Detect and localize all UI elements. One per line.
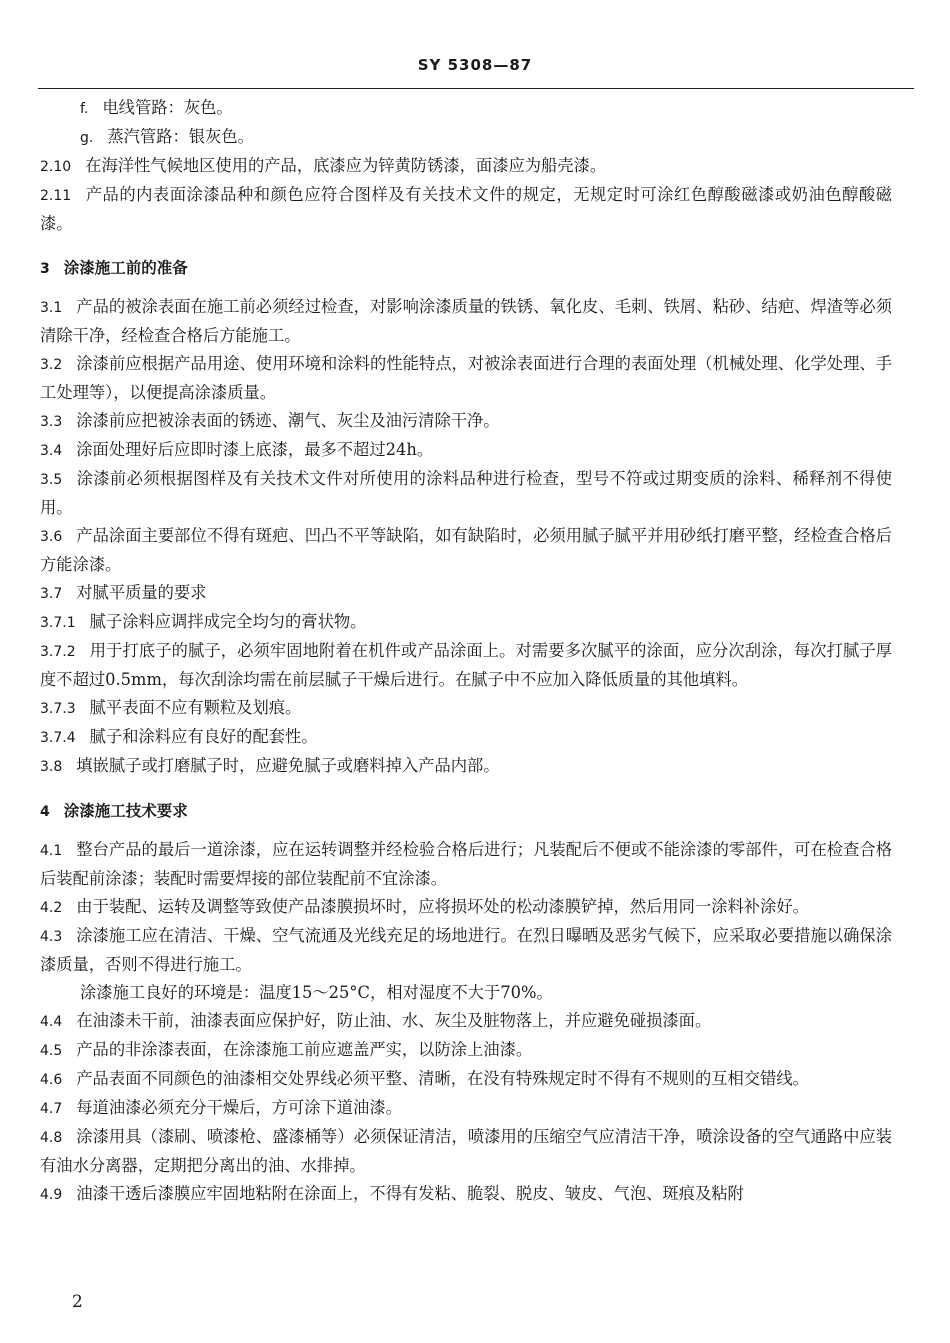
clause-text: 涂漆施工应在清洁、干燥、空气流通及光线充足的场地进行。在烈日曝晒及恶劣气候下，应采取必要措施以确保涂漆质量，否则不得进行施工。	[40, 926, 892, 974]
clause-3-3	[40, 407, 892, 436]
section-heading-3	[40, 254, 892, 283]
clause-number: 4.7	[40, 1101, 63, 1117]
clause-number: 2.11	[40, 188, 72, 204]
clause-number: 4.2	[40, 900, 63, 916]
clause-number: 3.7.3	[40, 701, 76, 717]
clause-number: 3.2	[40, 357, 63, 373]
clause-4-7	[40, 1094, 892, 1123]
clause-4-3	[40, 922, 892, 979]
clause-text: 填嵌腻子或打磨腻子时，应避免腻子或磨料掉入产品内部。	[76, 756, 500, 775]
section-title: 涂漆施工前的准备	[63, 259, 188, 277]
clause-number: 4.3	[40, 929, 63, 945]
clause-number: 4.8	[40, 1130, 63, 1146]
section-heading-4	[40, 797, 892, 826]
clause-text: 涂漆前应根据产品用途、使用环境和涂料的性能特点，对被涂表面进行合理的表面处理（机械处理、化学处理、手工处理等），以便提高涂漆质量。	[40, 354, 892, 402]
item-g	[40, 123, 892, 152]
clause-4-3-environment: 涂漆施工良好的环境是：温度15～25°C，相对湿度不大于70%。	[80, 983, 553, 1002]
document-body	[40, 94, 892, 1209]
clause-3-8	[40, 752, 892, 781]
clause-3-7-1	[40, 608, 892, 637]
clause-text: 由于装配、运转及调整等致使产品漆膜损坏时，应将损坏处的松动漆膜铲掉，然后用同一涂料补涂好。	[76, 897, 809, 916]
item-f	[40, 94, 892, 123]
clause-4-2	[40, 893, 892, 922]
clause-text: 涂面处理好后应即时漆上底漆，最多不超过24h。	[76, 440, 434, 459]
page-number: 2	[72, 1292, 83, 1312]
clause-3-5	[40, 465, 892, 522]
clause-text: 对腻平质量的要求	[76, 583, 207, 602]
clause-text: 涂漆前应把被涂表面的锈迹、潮气、灰尘及油污清除干净。	[76, 411, 500, 430]
clause-text: 涂漆前必须根据图样及有关技术文件对所使用的涂料品种进行检查，型号不符或过期变质的涂料、稀释剂不得使用。	[40, 469, 892, 517]
item-number: g.	[80, 130, 94, 146]
clause-text: 产品的内表面涂漆品种和颜色应符合图样及有关技术文件的规定，无规定时可涂红色醇酸磁漆或奶油色醇酸磁漆。	[40, 185, 892, 233]
clause-number: 3.7.2	[40, 644, 76, 660]
clause-4-6	[40, 1065, 892, 1094]
clause-text: 产品的非涂漆表面，在涂漆施工前应遮盖严实，以防涂上油漆。	[76, 1040, 533, 1059]
item-text: 蒸汽管路：银灰色。	[107, 127, 254, 146]
clause-number: 4.4	[40, 1014, 63, 1030]
item-number: f.	[80, 101, 89, 117]
clause-number: 4.9	[40, 1187, 63, 1203]
clause-number: 3.7.4	[40, 730, 76, 746]
clause-4-1	[40, 836, 892, 893]
clause-number: 4.6	[40, 1072, 63, 1088]
clause-number: 3.1	[40, 300, 63, 316]
clause-number: 3.5	[40, 472, 63, 488]
header-rule	[38, 88, 914, 89]
clause-number: 3.3	[40, 414, 63, 430]
clause-text: 产品涂面主要部位不得有斑疤、凹凸不平等缺陷，如有缺陷时，必须用腻子腻平并用砂纸打磨平整，经检查合格后方能涂漆。	[40, 526, 892, 574]
clause-2-11	[40, 181, 892, 238]
standard-number-header: SY 5308—87	[417, 56, 533, 74]
clause-3-7	[40, 579, 892, 608]
clause-text: 在海洋性气候地区使用的产品，底漆应为锌黄防锈漆，面漆应为船壳漆。	[85, 156, 607, 175]
clause-3-7-3	[40, 694, 892, 723]
clause-text: 涂漆用具（漆刷、喷漆枪、盛漆桶等）必须保证清洁，喷漆用的压缩空气应清洁干净，喷涂设备的空气通路中应装有油水分离器，定期把分离出的油、水排掉。	[40, 1127, 892, 1175]
clause-3-7-2	[40, 637, 892, 694]
section-number: 4	[40, 804, 50, 820]
clause-text: 腻平表面不应有颗粒及划痕。	[89, 698, 302, 717]
clause-number: 3.7	[40, 586, 63, 602]
clause-text: 产品表面不同颜色的油漆相交处界线必须平整、清晰，在没有特殊规定时不得有不规则的互相交错线。	[76, 1069, 809, 1088]
clause-text: 腻子和涂料应有良好的配套性。	[89, 727, 318, 746]
clause-3-6	[40, 522, 892, 579]
item-text: 电线管路：灰色。	[102, 98, 233, 117]
clause-3-4	[40, 436, 892, 465]
clause-3-1	[40, 293, 892, 350]
clause-number: 3.8	[40, 759, 63, 775]
clause-4-4	[40, 1007, 892, 1036]
clause-number: 3.4	[40, 443, 63, 459]
clause-number: 4.5	[40, 1043, 63, 1059]
clause-text: 产品的被涂表面在施工前必须经过检查，对影响涂漆质量的铁锈、氧化皮、毛刺、铁屑、粘砂、结疤、焊渣等必须清除干净，经检查合格后方能施工。	[40, 297, 892, 345]
clause-3-2	[40, 350, 892, 407]
clause-number: 3.7.1	[40, 615, 76, 631]
section-title: 涂漆施工技术要求	[63, 802, 188, 820]
clause-text: 腻子涂料应调拌成完全均匀的膏状物。	[89, 612, 367, 631]
clause-number: 2.10	[40, 159, 72, 175]
clause-text: 在油漆未干前，油漆表面应保护好，防止油、水、灰尘及脏物落上，并应避免碰损漆面。	[76, 1011, 712, 1030]
clause-text: 整台产品的最后一道涂漆，应在运转调整并经检验合格后进行；凡装配后不便或不能涂漆的零部件，可在检查合格后装配前涂漆；装配时需要焊接的部位装配前不宜涂漆。	[40, 840, 892, 888]
clause-number: 3.6	[40, 529, 63, 545]
clause-text: 用于打底子的腻子，必须牢固地附着在机件或产品涂面上。对需要多次腻平的涂面，应分次刮涂，每次打腻子厚度不超过0.5mm，每次刮涂均需在前层腻子干燥后进行。在腻子中不应加入降低质量的其他填料。	[40, 641, 892, 689]
clause-number: 4.1	[40, 843, 63, 859]
clause-text: 每道油漆必须充分干燥后，方可涂下道油漆。	[76, 1098, 402, 1117]
section-number: 3	[40, 261, 50, 277]
clause-3-7-4	[40, 723, 892, 752]
clause-4-9	[40, 1180, 892, 1209]
clause-2-10	[40, 152, 892, 181]
clause-4-8	[40, 1123, 892, 1180]
clause-text: 油漆干透后漆膜应牢固地粘附在涂面上，不得有发粘、脆裂、脱皮、皱皮、气泡、斑痕及粘附	[76, 1184, 744, 1203]
clause-4-5	[40, 1036, 892, 1065]
